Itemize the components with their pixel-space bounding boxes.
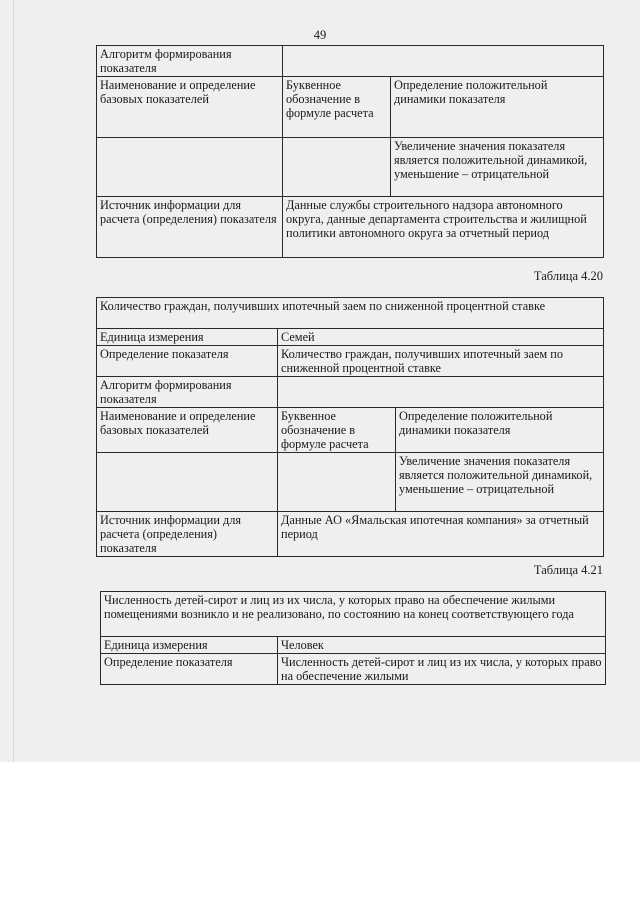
empty-cell [97,138,283,197]
table-row [101,637,606,654]
definition-label: Определение показателя [101,654,278,685]
unit-value: Семей [278,329,604,346]
table-row [97,298,604,329]
algorithm-value [278,377,604,408]
algorithm-label: Алгоритм формирования показателя [97,377,278,408]
table-row [97,46,604,77]
source-value: Данные АО «Ямальская ипотечная компания» за отчетный период [278,512,604,557]
table-row [97,197,604,258]
source-label: Источник информации для расчета (определения) показателя [97,197,283,258]
table-caption-4-20: Таблица 4.20 [533,269,603,283]
table-row [97,346,604,377]
table-title: Численность детей-сирот и лиц из их числа, у которых право на обеспечение жилыми помещениями возникло и не реализовано, по состоянию на конец соответствующего года [101,592,606,637]
letter-designation-label: Буквенное обозначение в формуле расчета [278,408,396,453]
unit-label: Единица измерения [97,329,278,346]
algorithm-value [283,46,604,77]
empty-cell [283,138,391,197]
table-title: Количество граждан, получивших ипотечный заем по сниженной процентной ставке [97,298,604,329]
table-row [101,592,606,637]
empty-cell [278,453,396,512]
source-value: Данные службы строительного надзора автономного округа, данные департамента строительства и жилищной политики автономного округа за отчетный период [283,197,604,258]
table-row [101,654,606,685]
table-row [97,77,604,138]
page-number: 49 [313,28,327,42]
positive-dynamics-label: Определение положительной динамики показателя [391,77,604,138]
algorithm-label: Алгоритм формирования показателя [97,46,283,77]
positive-dynamics-value: Увеличение значения показателя является положительной динамикой, уменьшение – отрицательной [396,453,604,512]
table-row [97,408,604,453]
table-continued [96,45,604,258]
table-row [97,138,604,197]
base-indicators-label: Наименование и определение базовых показателей [97,408,278,453]
positive-dynamics-label: Определение положительной динамики показателя [396,408,604,453]
table-4-21 [100,591,606,685]
table-row [97,329,604,346]
definition-value: Количество граждан, получивших ипотечный заем по сниженной процентной ставке [278,346,604,377]
table-caption-4-21: Таблица 4.21 [533,563,603,577]
unit-label: Единица измерения [101,637,278,654]
definition-label: Определение показателя [97,346,278,377]
table-row [97,453,604,512]
table-row [97,377,604,408]
letter-designation-label: Буквенное обозначение в формуле расчета [283,77,391,138]
table-row [97,512,604,557]
base-indicators-label: Наименование и определение базовых показателей [97,77,283,138]
page-edge [13,0,14,762]
positive-dynamics-value: Увеличение значения показателя является положительной динамикой, уменьшение – отрицательной [391,138,604,197]
source-label: Источник информации для расчета (определения) показателя [97,512,278,557]
definition-value: Численность детей-сирот и лиц из их числа, у которых право на обеспечение жилыми [278,654,606,685]
empty-cell [97,453,278,512]
unit-value: Человек [278,637,606,654]
table-4-20 [96,297,604,557]
